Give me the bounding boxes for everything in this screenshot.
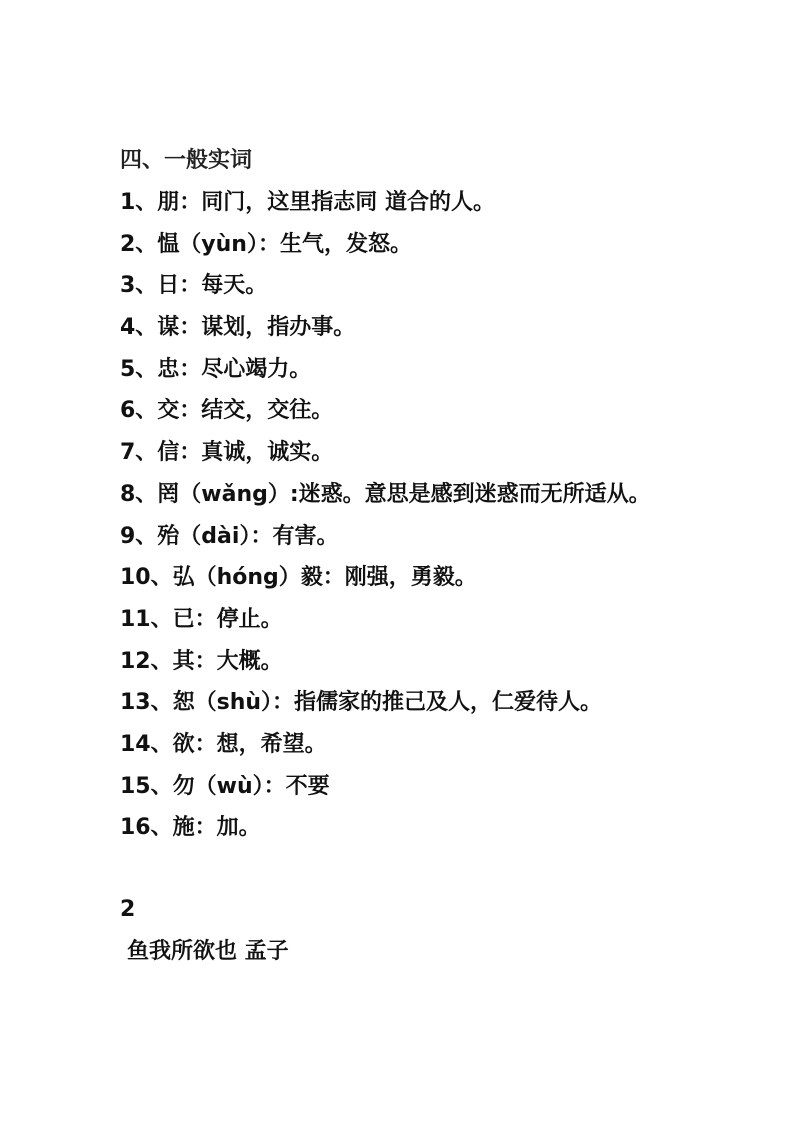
list-item: 5、忠：尽心竭力。 bbox=[120, 356, 312, 382]
list-item: 2、愠（yùn）：生气，发怒。 bbox=[120, 231, 412, 257]
list-item: 6、交：结交，交往。 bbox=[120, 398, 334, 424]
list-item: 16、施：加。 bbox=[120, 815, 261, 841]
vocabulary-list bbox=[120, 188, 651, 855]
list-item: 4、谋：谋划，指办事。 bbox=[120, 315, 356, 341]
list-item: 11、已：停止。 bbox=[120, 606, 283, 632]
next-section-title: 鱼我所欲也 孟子 bbox=[127, 939, 289, 964]
list-item: 1、朋：同门，这里指志同 道合的人。 bbox=[120, 190, 495, 215]
page-number: 2 bbox=[120, 897, 136, 922]
section-heading: 四、一般实词 bbox=[120, 148, 253, 173]
list-item: 13、恕（shù）：指儒家的推己及人，仁爱待人。 bbox=[120, 690, 603, 716]
list-item: 10、弘（hóng）毅：刚强，勇毅。 bbox=[120, 565, 477, 591]
list-item: 12、其：大概。 bbox=[120, 648, 283, 674]
list-item: 3、日：每天。 bbox=[120, 273, 268, 299]
list-item: 8、罔（wǎng）:迷惑。意思是感到迷惑而无所适从。 bbox=[120, 481, 651, 507]
list-item: 15、勿（wù）：不要 bbox=[120, 773, 330, 799]
list-item: 9、殆（dài）：有害。 bbox=[120, 523, 339, 549]
list-item: 7、信：真诚，诚实。 bbox=[120, 440, 334, 466]
list-item: 14、欲：想，希望。 bbox=[120, 731, 327, 757]
